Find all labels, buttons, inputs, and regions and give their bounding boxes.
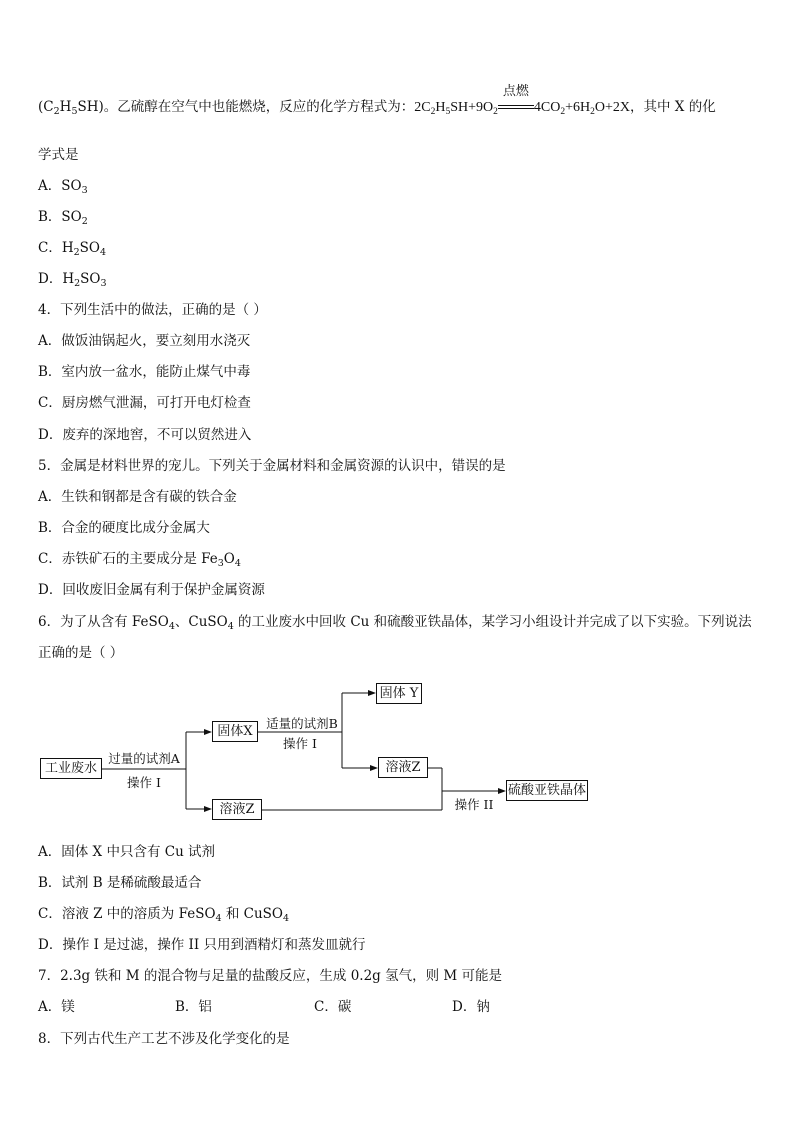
box-solution-z-bottom: 溶液Z	[212, 799, 262, 820]
eq-part: O+2X	[594, 100, 630, 115]
option-text: SO	[80, 271, 101, 287]
box-solution-z-top: 溶液Z	[378, 757, 428, 778]
q5-option-a: A．生铁和钢都是含有碳的铁合金	[38, 489, 237, 505]
option-text: SO	[79, 240, 100, 256]
q6-stem-line2: 正确的是（ ）	[38, 645, 124, 661]
q4-option-d: D．废弃的深地窖，不可以贸然进入	[38, 427, 252, 443]
q7-option-c: C．碳	[314, 999, 352, 1015]
subscript: 4	[227, 621, 234, 632]
subscript: 3	[81, 185, 88, 196]
subscript: 4	[215, 913, 222, 924]
subscript: 4	[283, 913, 290, 924]
label-reagent-a: 过量的试剂A	[108, 751, 180, 766]
label-operation-2: 操作 II	[454, 797, 494, 812]
subscript: 2	[493, 107, 498, 117]
q5-option-b: B．合金的硬度比成分金属大	[38, 520, 210, 536]
q3-text: H	[59, 99, 72, 115]
subscript: 2	[53, 106, 60, 117]
q6-text: 6．为了从含有 FeSO	[38, 614, 169, 630]
eq-part: H	[435, 100, 446, 115]
subscript: 5	[71, 106, 78, 117]
eq-part: 2C	[414, 100, 431, 115]
q6-text: 、CuSO	[174, 614, 228, 630]
box-solid-y: 固体 Y	[376, 683, 422, 704]
q4-option-c: C．厨房燃气泄漏，可打开电灯检查	[38, 395, 251, 411]
eq-part: 4CO	[533, 100, 561, 115]
subscript: 2	[590, 107, 595, 117]
subscript: 4	[234, 558, 241, 569]
q5-stem: 5．金属是材料世界的宠儿。下列关于金属材料和金属资源的认识中，错误的是	[38, 458, 506, 474]
q6-option-a: A．固体 X 中只含有 Cu 试剂	[38, 844, 216, 860]
option-text: C．溶液 Z 中的溶质为 FeSO	[38, 906, 216, 922]
q3-stem-line2: 学式是	[38, 147, 79, 163]
q4-option-b: B．室内放一盆水，能防止煤气中毒	[38, 364, 251, 380]
arrowhead	[204, 806, 212, 812]
q3-text: (C	[38, 99, 54, 115]
q6-option-c	[38, 905, 289, 923]
option-text: B．SO	[38, 209, 82, 225]
label-operation-1a: 操作 I	[127, 775, 161, 790]
q4-stem: 4．下列生活中的做法，正确的是（ ）	[38, 302, 267, 318]
option-text: A．SO	[38, 178, 82, 194]
eq-part: SH+9O	[450, 100, 494, 115]
q5-option-d: D．回收废旧金属有利于保护金属资源	[38, 582, 265, 598]
q7-option-d: D．钠	[452, 999, 490, 1015]
subscript: 2	[430, 107, 436, 117]
box-ferrous-sulfate-crystal: 硫酸亚铁晶体	[506, 780, 588, 801]
reaction-condition: 点燃	[502, 83, 529, 98]
subscript: 4	[99, 247, 107, 258]
subscript: 3	[217, 558, 224, 569]
subscript: 5	[445, 107, 451, 117]
arrowhead	[498, 788, 506, 794]
subscript: 2	[74, 278, 81, 289]
subscript: 4	[168, 621, 175, 632]
q7-option-a: A．镁	[38, 999, 75, 1015]
subscript: 2	[81, 216, 88, 227]
subscript: 2	[560, 107, 566, 117]
option-text: D．H	[38, 271, 75, 287]
q4-option-a: A．做饭油锅起火，要立刻用水浇灭	[38, 333, 251, 349]
arrowhead	[370, 765, 378, 771]
option-text: C．赤铁矿石的主要成分是 Fe	[38, 551, 218, 567]
subscript: 2	[73, 247, 80, 258]
q3-text: SH)。乙硫醇在空气中也能燃烧，反应的化学方程式为：	[77, 99, 415, 115]
q6-text: 的工业废水中回收 Cu 和硫酸亚铁晶体，某学习小组设计并完成了以下实验。下列说法	[233, 614, 752, 630]
q7-option-b: B．铝	[175, 999, 212, 1015]
q6-option-b: B．试剂 B 是稀硫酸最适合	[38, 875, 202, 891]
subscript: 3	[100, 278, 107, 289]
eq-part: +6H	[565, 100, 591, 115]
q8-stem: 8．下列古代生产工艺不涉及化学变化的是	[38, 1031, 290, 1047]
option-text: O	[223, 551, 235, 567]
q3-text: ，其中 X 的化	[630, 99, 716, 115]
label-reagent-b: 适量的试剂B	[266, 716, 338, 731]
box-industrial-wastewater: 工业废水	[40, 758, 102, 779]
option-text: C．H	[38, 240, 74, 256]
option-text: 和 CuSO	[221, 906, 284, 922]
q7-stem: 7．2.3g 铁和 M 的混合物与足量的盐酸反应，生成 0.2g 氢气，则 M 可能是	[38, 968, 502, 984]
arrowhead	[368, 690, 376, 696]
q6-option-d: D．操作 I 是过滤，操作 II 只用到酒精灯和蒸发皿就行	[38, 937, 366, 953]
label-operation-1b: 操作 I	[283, 736, 317, 751]
arrowhead	[204, 729, 212, 735]
box-solid-x: 固体X	[212, 721, 258, 742]
